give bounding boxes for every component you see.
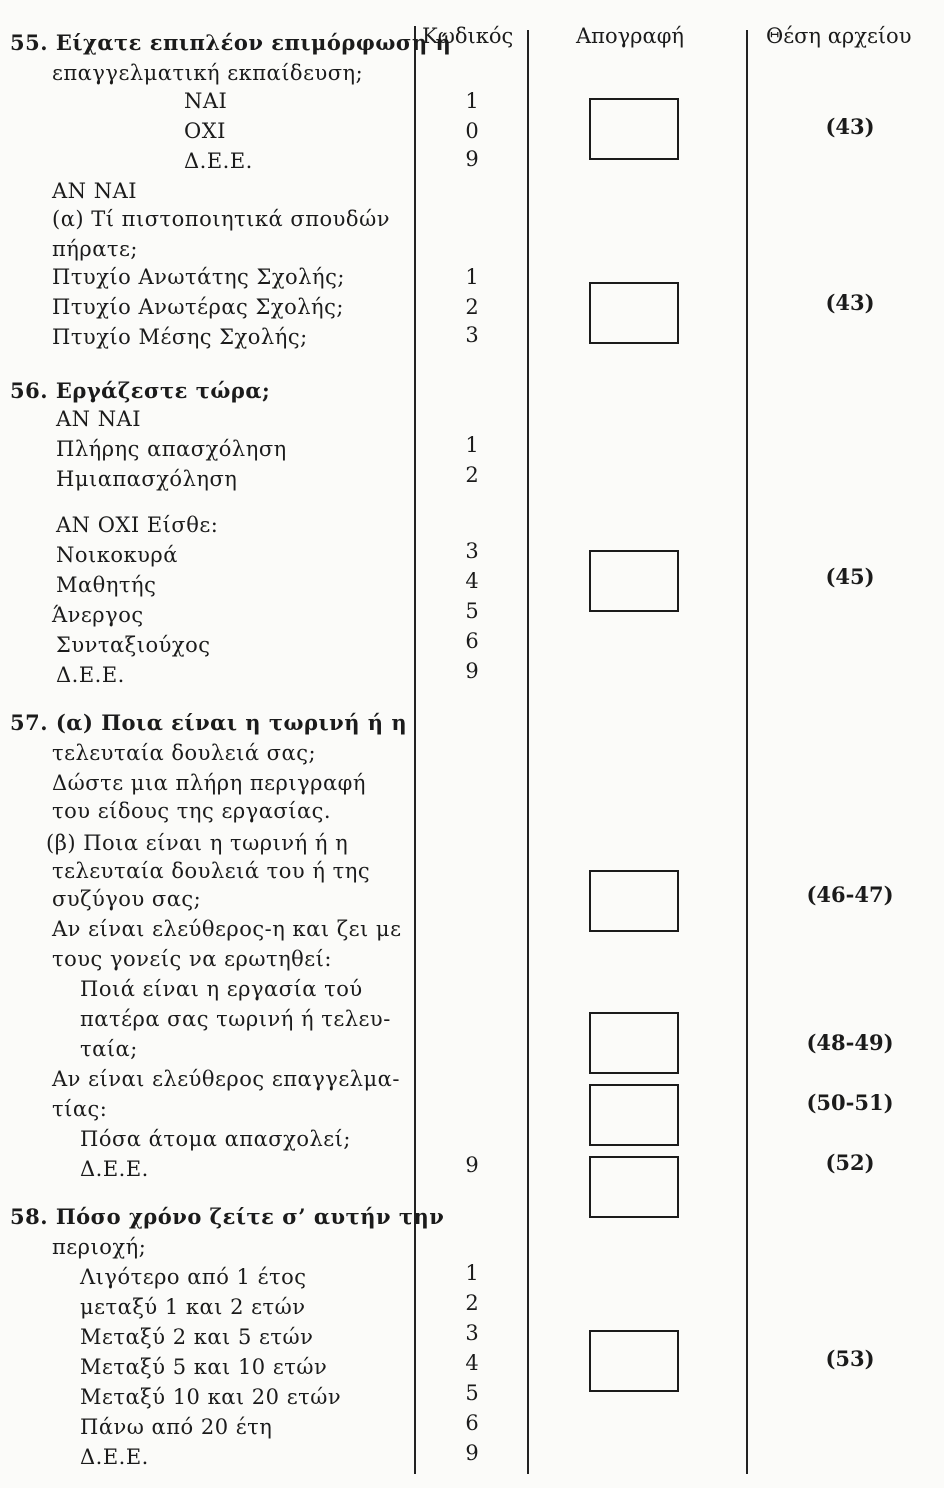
- census-box-q58[interactable]: [589, 1330, 679, 1392]
- column-divider-2: [527, 30, 529, 1474]
- q55a-option-code: 3: [465, 323, 479, 347]
- q58-text-line1: 58. Πόσο χρόνο ζείτε σ’ αυτήν την: [10, 1204, 445, 1229]
- q57-text-line: του είδους της εργασίας.: [52, 799, 332, 823]
- q55-text-line2: επαγγελματική εκπαίδευση;: [52, 61, 364, 85]
- q56-status-label: Δ.Ε.Ε.: [56, 663, 125, 687]
- q58-option-code: 5: [465, 1381, 479, 1405]
- q57-text-line: τελευταία δουλειά σας;: [52, 741, 317, 765]
- q56-status-code: 3: [465, 539, 479, 563]
- file-ref-q57: (46-47): [806, 882, 894, 907]
- file-ref-q56: (45): [825, 564, 875, 589]
- q55-if-yes: ΑΝ ΝΑΙ: [52, 179, 138, 203]
- q57-text-line: τους γονείς να ερωτηθεί:: [52, 947, 332, 971]
- census-box-q56[interactable]: [589, 550, 679, 612]
- q55a-option-label: Πτυχίο Μέσης Σχολής;: [52, 325, 308, 349]
- q58-option-code: 1: [465, 1261, 479, 1285]
- q55-option-label: ΝΑΙ: [184, 89, 228, 113]
- q56-status-code: 4: [465, 569, 479, 593]
- q57-text-line: πατέρα σας τωρινή ή τελευ-: [80, 1007, 391, 1031]
- q57-text-line: συζύγου σας;: [52, 887, 202, 911]
- file-ref-q58: (53): [825, 1346, 875, 1371]
- census-box-q55a[interactable]: [589, 282, 679, 344]
- header-file-position: Θέση αρχείου: [766, 24, 912, 48]
- q58-option-code: 4: [465, 1351, 479, 1375]
- q55a-text-line1: (α) Τί πιστοποιητικά σπουδών: [52, 207, 390, 231]
- census-box-q55[interactable]: [589, 98, 679, 160]
- q57-text-line: τίας:: [52, 1097, 108, 1121]
- header-census: Απογραφή: [576, 24, 684, 48]
- q56-if-yes: ΑΝ ΝΑΙ: [56, 407, 142, 431]
- q57-text-line: 57. (α) Ποια είναι η τωρινή ή η: [10, 710, 408, 735]
- q57-text-line: Αν είναι ελεύθερος-η και ζει με: [52, 917, 402, 941]
- q58-option-label: Δ.Ε.Ε.: [80, 1445, 149, 1469]
- file-ref-q55: (43): [825, 114, 875, 139]
- q55-option-label: ΟΧΙ: [184, 119, 226, 143]
- q58-option-code: 9: [465, 1441, 479, 1465]
- q58-option-label: Μεταξύ 5 και 10 ετών: [80, 1355, 328, 1379]
- q57-text-line: Αν είναι ελεύθερος επαγγελμα-: [52, 1067, 400, 1091]
- q58-option-label: Μεταξύ 10 και 20 ετών: [80, 1385, 342, 1409]
- q55-option-code: 1: [465, 89, 479, 113]
- q56-status-label: Άνεργος: [52, 603, 144, 627]
- q56-status-label: Νοικοκυρά: [56, 543, 178, 567]
- q56-status-code: 5: [465, 599, 479, 623]
- q55-option-code: 9: [465, 147, 479, 171]
- q56-option-label: Πλήρης απασχόληση: [56, 437, 287, 461]
- file-ref-q57: (52): [825, 1150, 875, 1175]
- q55a-text-line2: πήρατε;: [52, 237, 138, 261]
- q56-status-code: 9: [465, 659, 479, 683]
- q57-text-line: (β) Ποια είναι η τωρινή ή η: [46, 831, 349, 855]
- column-divider-3: [746, 30, 748, 1474]
- q57-text-line: Πόσα άτομα απασχολεί;: [80, 1127, 351, 1151]
- q58-option-label: μεταξύ 1 και 2 ετών: [80, 1295, 306, 1319]
- q56-status-label: Συνταξιούχος: [56, 633, 211, 657]
- q56-status-code: 6: [465, 629, 479, 653]
- q56-if-no: ΑΝ ΟΧΙ Είσθε:: [56, 513, 219, 537]
- q56-text-line1: 56. Εργάζεστε τώρα;: [10, 378, 271, 403]
- q58-option-code: 6: [465, 1411, 479, 1435]
- q57-text-line: τελευταία δουλειά του ή της: [52, 859, 371, 883]
- q57-text-line: Ποιά είναι η εργασία τού: [80, 977, 363, 1001]
- file-ref-q55a: (43): [825, 290, 875, 315]
- q55a-option-code: 1: [465, 265, 479, 289]
- q57-text-line: Δώστε μια πλήρη περιγραφή: [52, 771, 366, 795]
- q58-option-label: Μεταξύ 2 και 5 ετών: [80, 1325, 314, 1349]
- q57-text-line: ταία;: [80, 1037, 138, 1061]
- column-divider-1: [414, 26, 416, 1474]
- q55-option-label: Δ.Ε.Ε.: [184, 149, 253, 173]
- census-box-q57-self-employed[interactable]: [589, 1084, 679, 1146]
- q55a-option-label: Πτυχίο Ανωτέρας Σχολής;: [52, 295, 344, 319]
- q56-option-code: 1: [465, 433, 479, 457]
- q56-status-label: Μαθητής: [56, 573, 157, 597]
- q58-option-label: Λιγότερο από 1 έτος: [80, 1265, 307, 1289]
- q55a-option-code: 2: [465, 295, 479, 319]
- census-box-q57-occupation[interactable]: [589, 870, 679, 932]
- q56-option-code: 2: [465, 463, 479, 487]
- q55a-option-label: Πτυχίο Ανωτάτης Σχολής;: [52, 265, 345, 289]
- census-box-q57-employees[interactable]: [589, 1156, 679, 1218]
- q55-option-code: 0: [465, 119, 479, 143]
- header-code: Κωδικός: [422, 24, 514, 48]
- q56-option-label: Ημιαπασχόληση: [56, 467, 238, 491]
- q57-text-line: Δ.Ε.Ε.: [80, 1157, 149, 1181]
- q58-option-code: 3: [465, 1321, 479, 1345]
- file-ref-q57: (50-51): [806, 1090, 894, 1115]
- q58-text-line2: περιοχή;: [52, 1235, 147, 1259]
- file-ref-q57: (48-49): [806, 1030, 894, 1055]
- q58-option-label: Πάνω από 20 έτη: [80, 1415, 273, 1439]
- census-box-q57-father[interactable]: [589, 1012, 679, 1074]
- q55-text-line1: 55. Είχατε επιπλέον επιμόρφωση ή: [10, 30, 452, 55]
- q57-code: 9: [465, 1153, 479, 1177]
- q58-option-code: 2: [465, 1291, 479, 1315]
